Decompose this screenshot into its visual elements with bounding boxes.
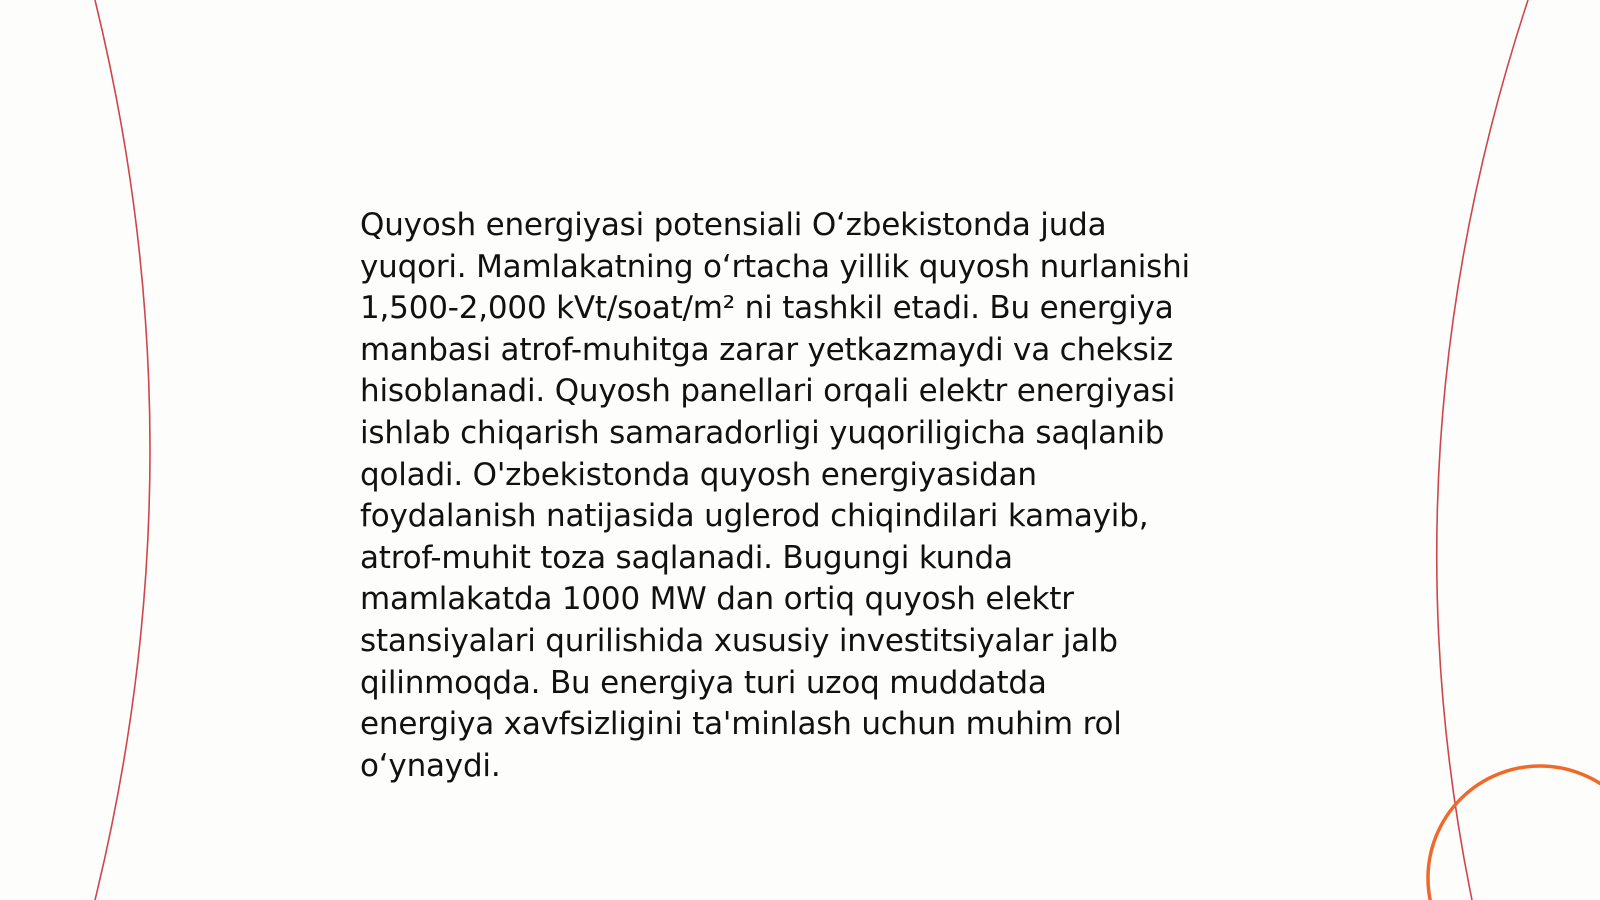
paragraph-line: Quyosh energiyasi potensiali O‘zbekistonda juda [360,207,1107,243]
paragraph-line: mamlakatda 1000 MW dan ortiq quyosh elektr [360,581,1074,618]
paragraph-line: stansiyalari qurilishida xususiy investitsiyalar jalb [360,622,1118,659]
body-paragraph [360,205,1260,787]
paragraph-line: foydalanish natijasida uglerod chiqindilari kamayib, [360,498,1149,535]
paragraph-line: qoladi. O'zbekistonda quyosh energiyasidan [360,456,1037,493]
paragraph-line: energiya xavfsizligini ta'minlash uchun muhim rol [360,706,1122,743]
paragraph-line: o‘ynaydi. [360,747,501,784]
orange-accent-arc [1428,766,1600,900]
left-curve-line [95,0,150,900]
paragraph-line: 1,500-2,000 kVt/soat/m² ni tashkil etadi. Bu energiya [360,290,1174,327]
paragraph-line: yuqori. Mamlakatning o‘rtacha yillik quyosh nurlanishi [360,248,1190,285]
paragraph-line: hisoblanadi. Quyosh panellari orqali elektr energiyasi [360,373,1176,410]
right-curve-line [1437,0,1528,900]
paragraph-line: ishlab chiqarish samaradorligi yuqoriligicha saqlanib [360,414,1165,451]
paragraph-line: atrof-muhit toza saqlanadi. Bugungi kunda [360,539,1013,576]
paragraph-line: manbasi atrof-muhitga zarar yetkazmaydi va cheksiz [360,331,1173,368]
paragraph-line: qilinmoqda. Bu energiya turi uzoq muddatda [360,664,1047,701]
